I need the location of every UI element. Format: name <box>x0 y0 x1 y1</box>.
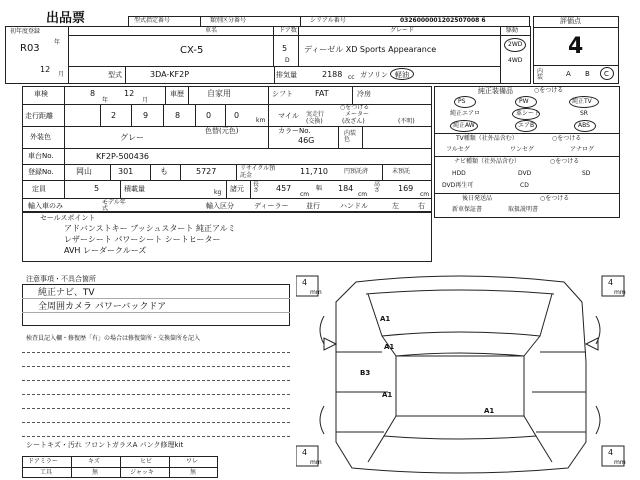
notes-line-1: 純正ナビ、TV <box>38 288 95 298</box>
fuel-gasoline: ガソリン <box>360 71 388 79</box>
notes-line-2: 全周囲カメラ パワーバックドア <box>38 302 167 312</box>
tire-fr-value: 4 <box>608 278 614 287</box>
tire-rr-value: 4 <box>608 448 614 457</box>
label-mileage: 走行距離 <box>25 112 53 120</box>
equip-aw: 純正AW <box>453 122 475 129</box>
label-length: 長さ <box>253 181 260 194</box>
notes-title: 注意事項・不具合箇所 <box>26 275 96 283</box>
label-ninsho: 型式指定番号 <box>134 17 171 24</box>
chassis-value: KF2P-500436 <box>96 152 150 161</box>
label-load: 積載量 <box>124 185 145 193</box>
equip-note: ○をつける <box>534 87 564 94</box>
door-sub: D <box>285 57 290 64</box>
label-door: ドア数 <box>279 27 297 34</box>
plate-num1: 301 <box>118 167 134 176</box>
mileage-digit-1: 2 <box>111 111 117 120</box>
inspection-month: 12 <box>124 89 135 98</box>
label-shift: シフト <box>272 90 293 98</box>
score-c: C <box>604 70 609 78</box>
length-unit: cm <box>300 191 310 198</box>
handle-left: 左 <box>392 202 399 210</box>
car-damage-diagram <box>296 272 636 476</box>
mileage-digit-4: 0 <box>206 111 212 120</box>
damage-mark-1: A1 <box>380 315 391 323</box>
score-a: A <box>566 70 571 78</box>
label-syamei: 車名 <box>205 27 218 34</box>
sheet-title: 出品票 <box>46 11 86 26</box>
label-cc: 排気量 <box>276 71 297 79</box>
mileage-meter: メーター <box>345 111 370 118</box>
label-chassis: 車台No. <box>28 152 54 160</box>
model-value: 3DA-KF2P <box>150 70 190 79</box>
history-value: 自家用 <box>207 89 231 98</box>
cc-value: 2188 <box>322 70 343 79</box>
tools-head-2: キズ <box>88 458 100 465</box>
tv-oneseg: ワンセグ <box>510 146 535 153</box>
import-parallel: 並行 <box>306 202 320 210</box>
tools-head-4: ワレ <box>186 458 199 465</box>
equip-airbag: エアB <box>518 122 535 129</box>
car-name: CX-5 <box>180 45 204 56</box>
tire-fr-unit: mm <box>614 289 626 296</box>
mileage-note: ○をつける <box>340 104 370 111</box>
capacity-value: 5 <box>94 184 100 193</box>
tv-title: TV種類（社外品含む） <box>456 135 518 142</box>
label-insp-month: 月 <box>142 97 149 104</box>
label-handle: ハンドル <box>340 202 368 210</box>
damage-mark-3: B3 <box>360 369 371 377</box>
after-note: ○をつける <box>540 195 570 202</box>
equip-leather: 革シート <box>516 110 541 117</box>
tools-row-1: 工具 <box>40 469 53 476</box>
recycle-deposited: 円預託済 <box>344 168 369 175</box>
label-plate: 登録No. <box>28 168 54 176</box>
tv-analog: アナログ <box>570 146 595 153</box>
sales-line-3: AVH レーダークルーズ <box>64 246 147 255</box>
height-unit: cm <box>420 191 430 198</box>
equip-abs: ABS <box>578 122 590 129</box>
label-width: 幅 <box>316 185 323 192</box>
dvd-play: DVD再生可 <box>442 182 474 189</box>
label-insp-year: 年 <box>102 97 109 104</box>
equip-pw: PW <box>519 98 529 105</box>
label-history: 車歴 <box>170 90 184 98</box>
label-import-div: 輸入区分 <box>206 202 234 210</box>
navi-sd: SD <box>582 170 591 177</box>
mileage-actual: 実走行 <box>306 111 325 118</box>
color-value: グレー <box>120 133 144 142</box>
handle-right: 右 <box>418 202 425 210</box>
mileage-tamper: (改ざん) <box>342 118 365 125</box>
tools-head-1: ドアミラー <box>28 458 58 465</box>
height-value: 169 <box>398 184 414 193</box>
damage-mark-2: A1 <box>384 343 395 351</box>
mileage-digit-5: 0 <box>234 111 240 120</box>
equip-ps: PS <box>458 98 466 105</box>
label-capacity: 定員 <box>32 185 46 193</box>
label-color: 外装色 <box>30 133 51 141</box>
label-ruibetsu: 類別区分番号 <box>210 17 247 24</box>
equip-title: 純正装備品 <box>478 87 513 95</box>
label-inspection: 車検 <box>34 90 48 98</box>
bottom-note: シートキズ・汚れ フロントガラスA パンク修理kit <box>26 441 184 449</box>
width-value: 184 <box>338 184 354 193</box>
score-b: B <box>585 70 590 78</box>
tire-rr-unit: mm <box>614 459 626 466</box>
damage-mark-4: A1 <box>382 391 393 399</box>
tire-fl-value: 4 <box>302 278 308 287</box>
equip-tv: 純正TV <box>572 98 592 105</box>
mileage-exchange: (交換) <box>306 118 323 125</box>
tire-rl-unit: mm <box>310 459 322 466</box>
mileage-digit-2: 9 <box>143 111 149 120</box>
label-month: 月 <box>58 71 65 78</box>
mileage-unit: km <box>256 117 266 124</box>
after-warranty: 新車保証書 <box>452 206 483 213</box>
score-value: 4 <box>568 34 584 59</box>
grade-value: ディーゼル XD Sports Appearance <box>304 45 437 54</box>
label-model: 型式 <box>108 71 122 79</box>
shift-value: FAT <box>315 89 329 98</box>
label-color-code: カラーNo. <box>278 127 311 135</box>
navi-title: ナビ種類（社外品含む） <box>454 158 521 165</box>
after-title: 後日発送品 <box>462 195 493 202</box>
import-dealer: ディーラー <box>254 202 289 210</box>
equip-aero: 純正エアロ <box>450 110 481 117</box>
label-import: 輸入車のみ <box>28 202 63 210</box>
plate-region: 岡山 <box>76 167 92 176</box>
label-sales: セールスポイント <box>40 214 96 222</box>
tools-row-2: 無 <box>92 469 99 476</box>
recycle-value: 11,710 <box>300 167 328 176</box>
tire-fl-unit: mm <box>310 289 322 296</box>
label-height: 高さ <box>374 181 381 194</box>
label-year: 年 <box>54 39 61 46</box>
label-model-year: モデル年式 <box>102 199 126 212</box>
label-mile: マイル <box>278 112 299 120</box>
mileage-digit-3: 8 <box>175 111 181 120</box>
label-score: 評価点 <box>560 17 581 25</box>
cc-unit: cc <box>348 74 355 81</box>
tire-rl-value: 4 <box>302 448 308 457</box>
cd-play: CD <box>520 182 529 189</box>
tools-row-4: 無 <box>190 469 197 476</box>
tools-head-3: ヒビ <box>140 458 153 465</box>
tv-note: ○をつける <box>552 135 582 142</box>
equip-sr: SR <box>580 110 588 117</box>
sales-line-1: アドバンストキー ブッシュスタート 純正アルミ <box>64 224 236 233</box>
label-first-reg: 初年度登録 <box>10 28 41 35</box>
load-unit: kg <box>214 189 222 196</box>
tv-fullseg: フルセグ <box>446 146 470 153</box>
navi-hdd: HDD <box>452 170 466 177</box>
drive-4wd: 4WD <box>508 57 523 64</box>
label-recycle: リサイクル預託金 <box>240 165 276 179</box>
door-count: 5 <box>282 44 288 53</box>
label-drive: 駆動 <box>506 27 519 34</box>
navi-dvd: DVD <box>518 170 532 177</box>
repair-title: 検査員記入欄・修復歴「有」の場合は修復箇所・交換箇所を記入 <box>26 335 201 342</box>
mileage-unknown: (不明) <box>398 118 415 125</box>
tools-row-3: ジャッキ <box>130 469 154 476</box>
first-reg-month: 12 <box>40 65 51 74</box>
drive-2wd: 2WD <box>508 41 523 48</box>
label-color-change: 色替(元色) <box>205 127 239 135</box>
after-manual: 取扱説明書 <box>508 206 539 213</box>
label-grade: グレード <box>390 27 415 34</box>
label-int-color: 内装色 <box>344 130 357 143</box>
label-size: 諸元 <box>230 185 244 193</box>
damage-mark-5: A1 <box>484 407 495 415</box>
width-unit: cm <box>358 191 368 198</box>
label-serial: シリアル番号 <box>310 17 346 24</box>
label-ac: 冷房 <box>357 90 371 98</box>
plate-num2: 5727 <box>196 167 217 176</box>
inspection-year: 8 <box>90 89 96 98</box>
length-value: 457 <box>276 184 292 193</box>
fuel-diesel: 軽油 <box>395 71 409 79</box>
recycle-not: 未預託 <box>392 168 411 175</box>
first-reg-value: R03 <box>20 43 40 54</box>
label-interior: 内装 <box>537 68 544 81</box>
serial-number: 0326000001202507008 6 <box>400 17 486 24</box>
color-code: 46G <box>298 136 315 145</box>
plate-kana: も <box>160 167 168 176</box>
sales-line-2: レザーシート パワーシート シートヒーター <box>64 235 221 244</box>
navi-note: ○をつける <box>550 158 580 165</box>
